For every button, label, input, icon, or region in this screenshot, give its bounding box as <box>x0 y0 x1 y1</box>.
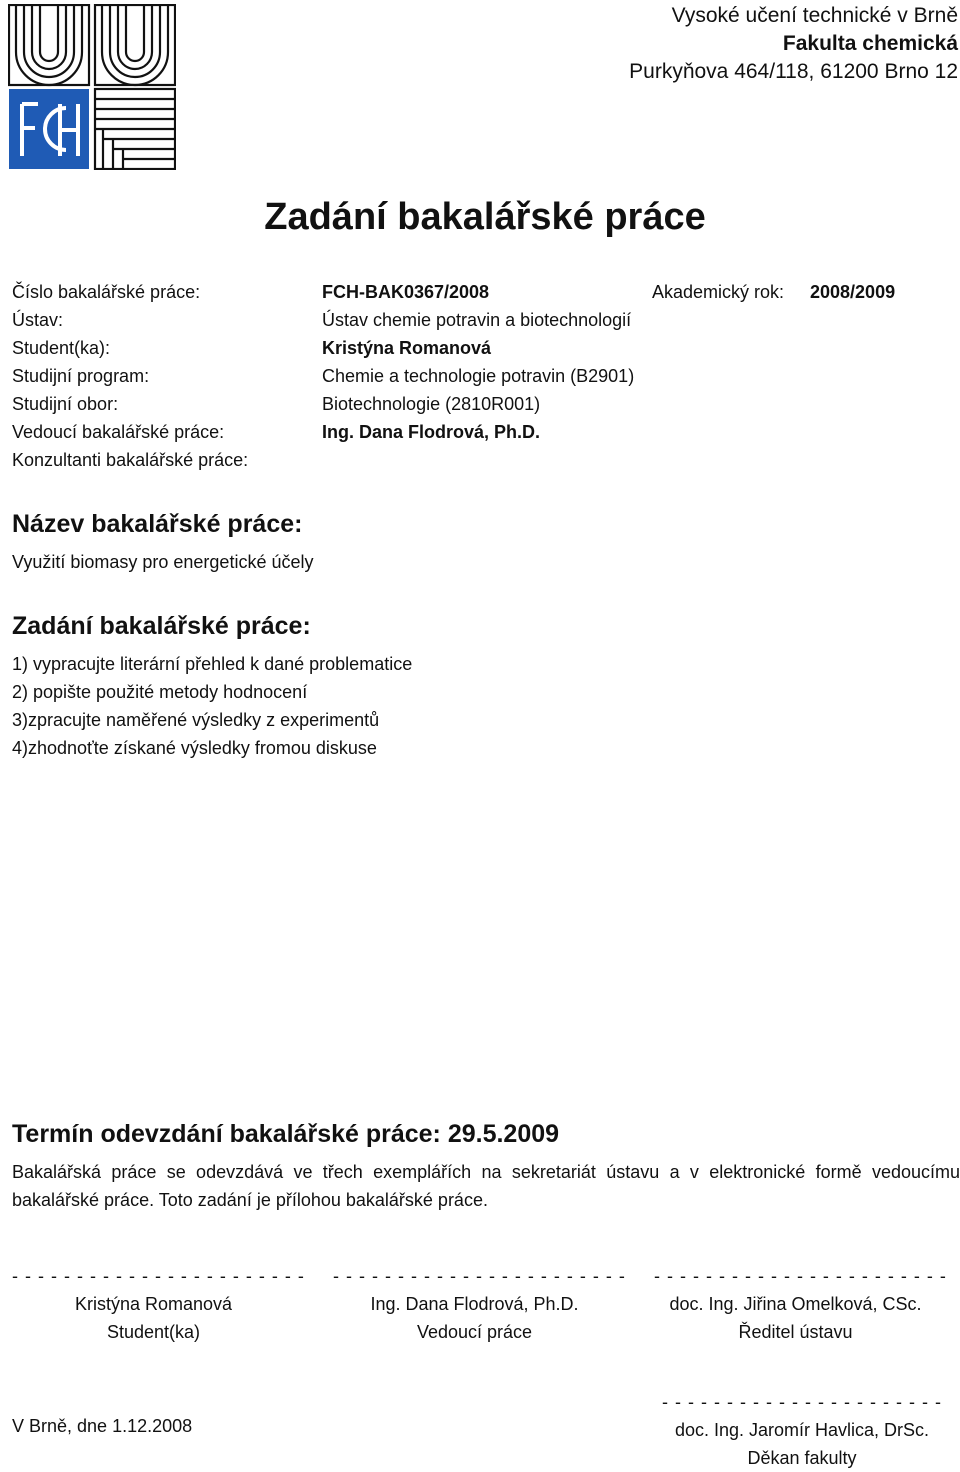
signature-line: - - - - - - - - - - - - - - - - - - - - - - - <box>654 1266 947 1286</box>
director-name: doc. Ing. Jiřina Omelková, CSc. <box>669 1294 922 1314</box>
document-title: Zadání bakalářské práce <box>264 196 706 238</box>
institute-label: Ústav: <box>12 310 64 330</box>
student-role: Student(ka) <box>106 1322 201 1342</box>
faculty-address: Purkyňova 464/118, 61200 Brno 12 <box>629 60 958 83</box>
meta-row-number <box>12 278 960 306</box>
assignment-item: 2) popište použité metody hodnocení <box>12 682 308 702</box>
assignment-list <box>12 650 412 762</box>
dean-name: doc. Ing. Jaromír Havlica, DrSc. <box>674 1420 930 1440</box>
assignment-heading: Zadání bakalářské práce: <box>12 612 311 640</box>
supervisor-value: Ing. Dana Flodrová, Ph.D. <box>322 422 541 442</box>
signature-director <box>654 1262 947 1346</box>
program-value: Chemie a technologie potravin (B2901) <box>322 366 635 386</box>
supervisor-name: Ing. Dana Flodrová, Ph.D. <box>370 1294 579 1314</box>
assignment-item: 3)zpracujte naměřené výsledky z experimentů <box>12 710 380 730</box>
vut-fch-logo-icon <box>8 4 176 170</box>
supervisor-label: Vedoucí bakalářské práce: <box>12 422 225 442</box>
university-logo <box>8 4 176 170</box>
field-label: Studijní obor: <box>12 394 119 414</box>
program-label: Studijní program: <box>12 366 150 386</box>
number-label: Číslo bakalářské práce: <box>12 282 201 302</box>
supervisor-role: Vedoucí práce <box>416 1322 533 1342</box>
dean-role: Děkan fakulty <box>747 1448 857 1468</box>
deadline-heading: Termín odevzdání bakalářské práce: 29.5.2009 <box>12 1120 560 1148</box>
signature-student <box>12 1262 305 1346</box>
student-name: Kristýna Romanová <box>74 1294 233 1314</box>
student-value: Kristýna Romanová <box>322 338 492 358</box>
signature-line: - - - - - - - - - - - - - - - - - - - - - - - <box>12 1266 305 1286</box>
university-name: Vysoké učení technické v Brně <box>671 4 958 27</box>
deadline-note: Bakalářská práce se odevzdává ve třech exemplářích na sekretariát ústavu a v elektronické formě vedoucímu bakalářské práce. Toto zadání je přílohou bakalářské práce. <box>12 1162 960 1210</box>
signature-line: - - - - - - - - - - - - - - - - - - - - - - - <box>333 1266 626 1286</box>
signature-line: - - - - - - - - - - - - - - - - - - - - - - <box>662 1392 942 1412</box>
year-label: Akademický rok: <box>652 282 785 302</box>
director-role: Ředitel ústavu <box>738 1322 853 1342</box>
thesis-name-value: Využití biomasy pro energetické účely <box>12 552 314 572</box>
place-date: V Brně, dne 1.12.2008 <box>12 1416 193 1436</box>
assignment-item: 1) vypracujte literární přehled k dané problematice <box>12 654 413 674</box>
signature-dean <box>652 1388 952 1472</box>
student-label: Student(ka): <box>12 338 111 358</box>
consultants-label: Konzultanti bakalářské práce: <box>12 450 249 470</box>
field-value: Biotechnologie (2810R001) <box>322 394 541 414</box>
year-value: 2008/2009 <box>810 282 896 302</box>
thesis-name-heading: Název bakalářské práce: <box>12 510 303 538</box>
number-value: FCH-BAK0367/2008 <box>322 282 490 302</box>
institute-value: Ústav chemie potravin a biotechnologií <box>322 310 632 330</box>
signature-supervisor <box>333 1262 626 1346</box>
faculty-name: Fakulta chemická <box>782 32 958 55</box>
assignment-item: 4)zhodnoťte získané výsledky fromou diskuse <box>12 738 377 758</box>
